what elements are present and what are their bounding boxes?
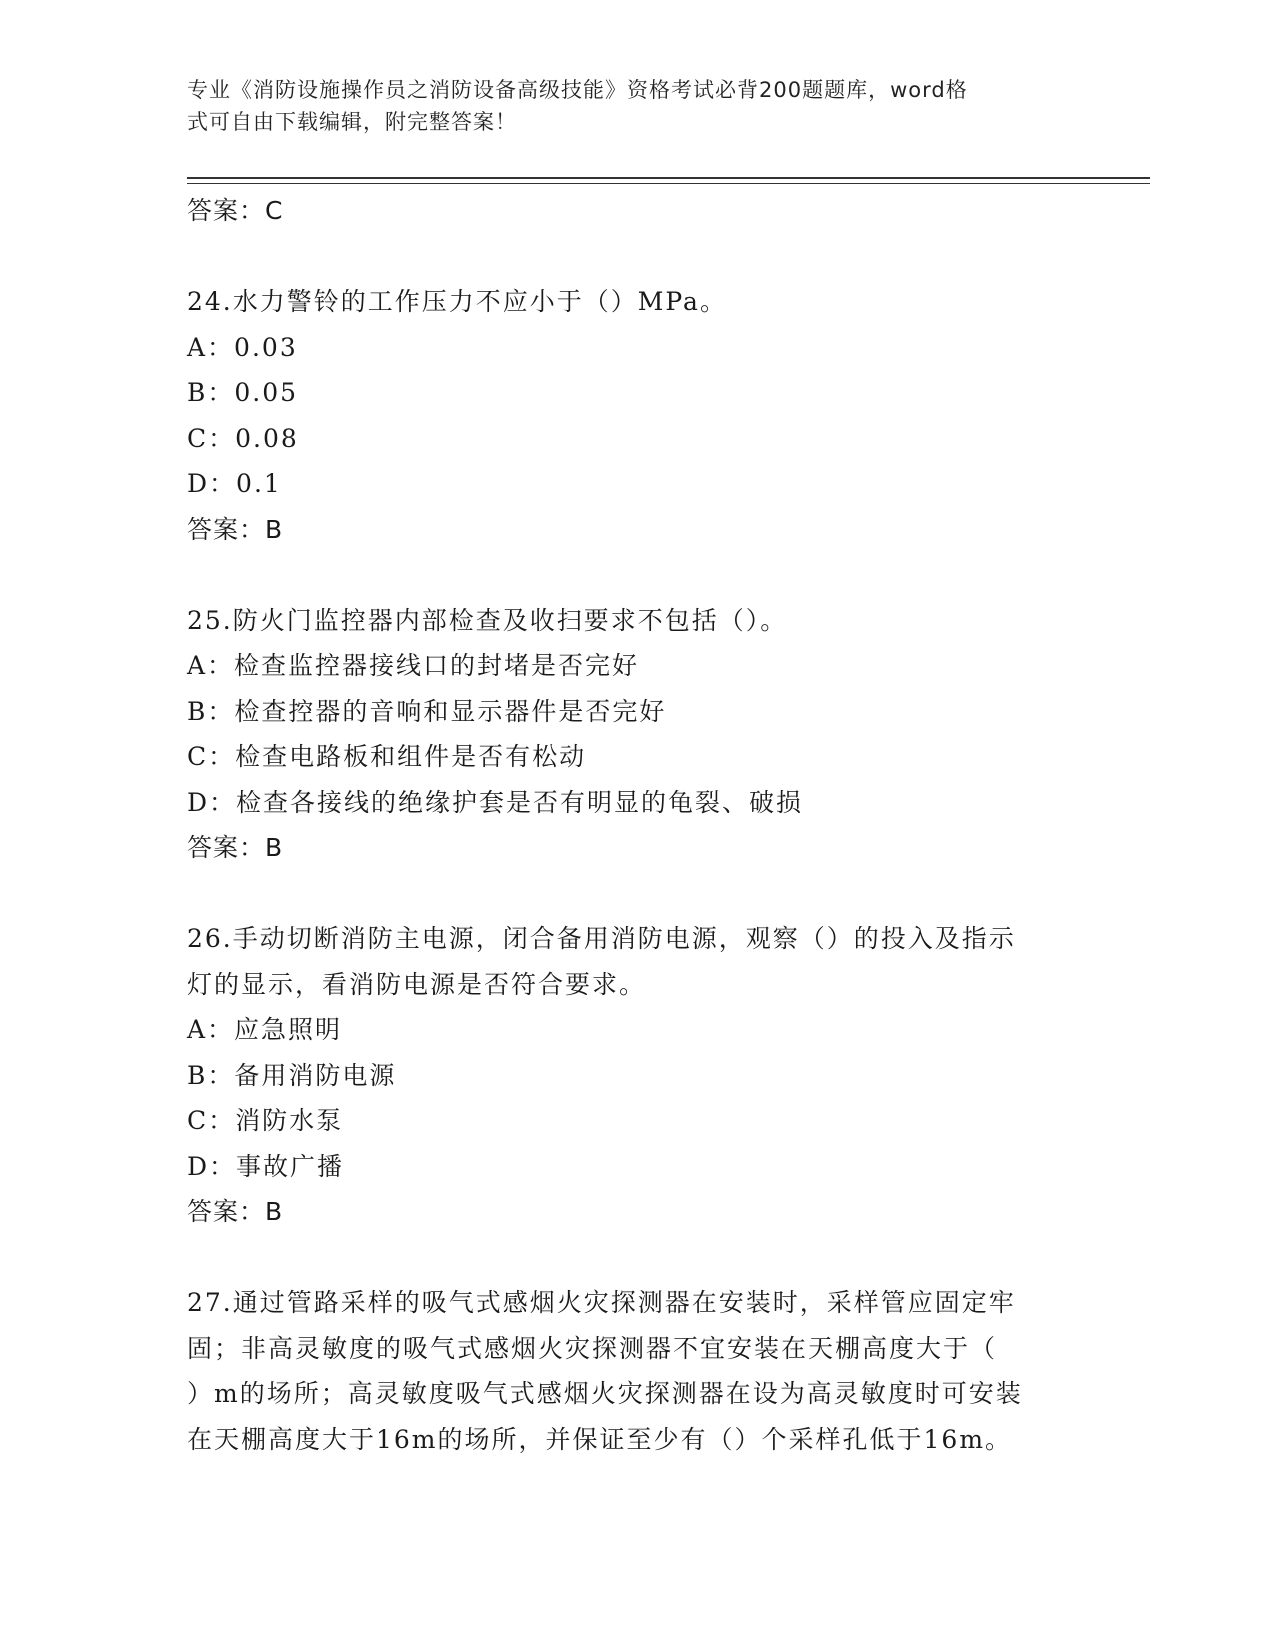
option-b: B：0.05 xyxy=(187,378,299,407)
question-block xyxy=(187,279,1087,552)
spacer xyxy=(187,234,1087,280)
spacer xyxy=(187,1235,1087,1281)
option-b: B：检查控器的音响和显示器件是否完好 xyxy=(187,696,667,726)
header-line-2: 式可自由下载编辑，附完整答案！ xyxy=(187,110,517,134)
option-d: D：事故广播 xyxy=(187,1151,345,1181)
option-a: A：应急照明 xyxy=(187,1015,343,1044)
option-a: A：0.03 xyxy=(187,332,298,362)
option-d: D：0.1 xyxy=(187,469,282,498)
question-stem-line-1: 26.手动切断消防主电源，闭合备用消防电源，观察（）的投入及指示 xyxy=(187,924,1016,953)
spacer xyxy=(187,871,1087,917)
question-stem-line-2: 固；非高灵敏度的吸气式感烟火灾探测器不宜安装在天棚高度大于（ xyxy=(187,1333,998,1363)
question-stem: 25.防火门监控器内部检查及收扫要求不包括（）。 xyxy=(187,605,788,635)
answer-line: 答案：B xyxy=(187,833,284,862)
header-rule-thick xyxy=(187,177,1150,179)
option-c: C：0.08 xyxy=(187,423,299,453)
question-stem-line-1: 27.通过管路采样的吸气式感烟火灾探测器在安装时，采样管应固定牢 xyxy=(187,1288,1016,1317)
option-c: C：检查电路板和组件是否有松动 xyxy=(187,742,587,771)
question-block xyxy=(187,598,1087,871)
option-c: C：消防水泵 xyxy=(187,1106,344,1135)
header-line-1: 专业《消防设施操作员之消防设备高级技能》资格考试必背200题题库，word格 xyxy=(187,78,968,102)
question-stem-line-4: 在天棚高度大于16m的场所，并保证至少有（）个采样孔低于16m。 xyxy=(187,1424,1013,1454)
question-stem: 24.水力警铃的工作压力不应小于（）MPa。 xyxy=(187,287,727,316)
option-b: B：备用消防电源 xyxy=(187,1060,397,1090)
answer-line: 答案：B xyxy=(187,1197,284,1226)
question-list xyxy=(187,188,1087,1462)
question-block xyxy=(187,1280,1087,1462)
answer-line: 答案：C xyxy=(187,196,284,225)
answer-line: 答案：B xyxy=(187,514,284,544)
question-stem-line-3: ）m的场所；高灵敏度吸气式感烟火灾探测器在设为高灵敏度时可安装 xyxy=(187,1379,1023,1408)
header-rule-thin xyxy=(187,183,1150,184)
question-block xyxy=(187,916,1087,1235)
option-a: A：检查监控器接线口的封堵是否完好 xyxy=(187,651,640,680)
document-header xyxy=(187,74,1067,138)
spacer xyxy=(187,552,1087,598)
option-d: D：检查各接线的绝缘护套是否有明显的龟裂、破损 xyxy=(187,787,804,817)
question-stem-line-2: 灯的显示，看消防电源是否符合要求。 xyxy=(187,969,647,999)
